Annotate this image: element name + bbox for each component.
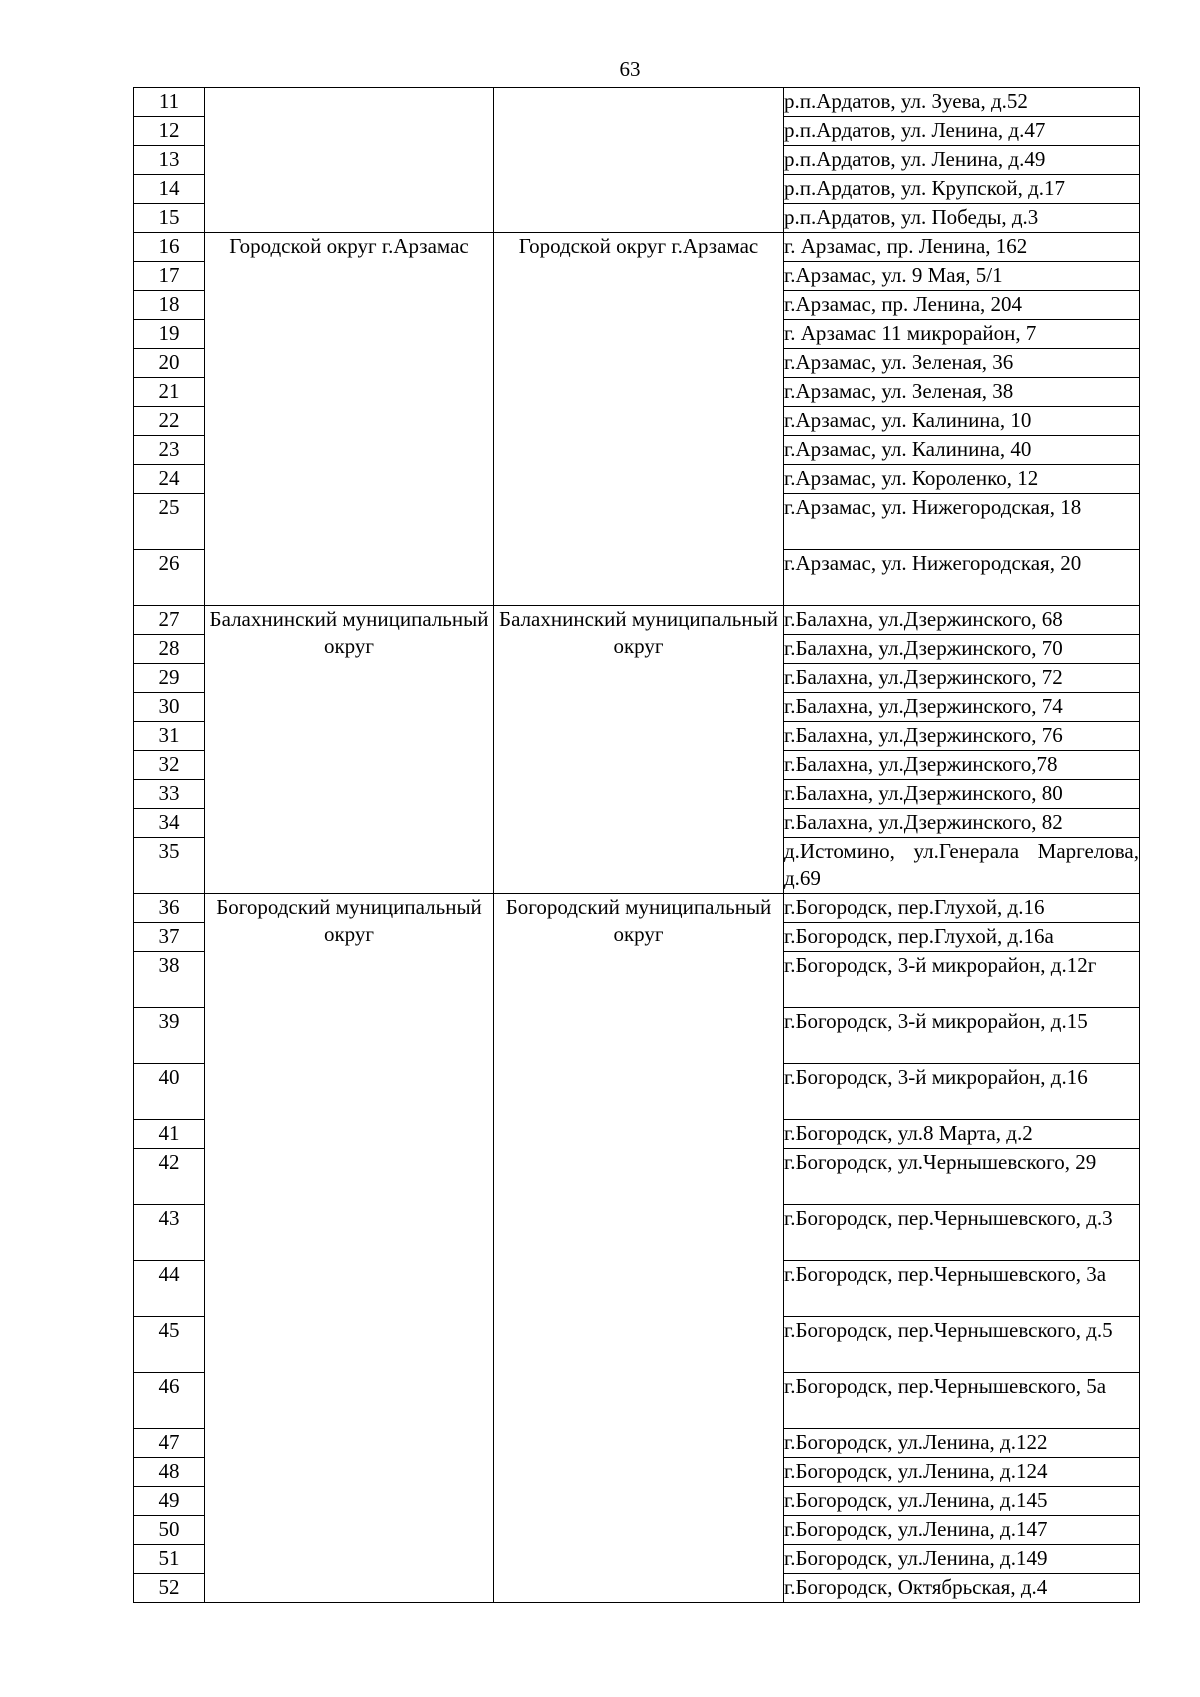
address-cell: г.Богородск, пер.Чернышевского, д.3 [784, 1205, 1140, 1261]
row-number: 25 [134, 494, 205, 550]
organization-cell: Балахнинский муниципальный округ [494, 606, 784, 894]
row-number: 48 [134, 1458, 205, 1487]
address-cell: г.Арзамас, ул. Зеленая, 36 [784, 349, 1140, 378]
row-number: 28 [134, 635, 205, 664]
district-cell: Балахнинский муниципальный округ [205, 606, 494, 894]
row-number: 45 [134, 1317, 205, 1373]
table-row [134, 894, 1140, 923]
address-cell: г.Богородск, ул.Ленина, д.122 [784, 1429, 1140, 1458]
row-number: 15 [134, 204, 205, 233]
table-row [134, 233, 1140, 262]
address-cell: г.Богородск, Октябрьская, д.4 [784, 1574, 1140, 1603]
row-number: 14 [134, 175, 205, 204]
row-number: 19 [134, 320, 205, 349]
address-cell: г. Арзамас 11 микрорайон, 7 [784, 320, 1140, 349]
row-number: 43 [134, 1205, 205, 1261]
row-number: 11 [134, 88, 205, 117]
organization-cell: Городской округ г.Арзамас [494, 233, 784, 606]
address-cell: г.Балахна, ул.Дзержинского, 68 [784, 606, 1140, 635]
row-number: 36 [134, 894, 205, 923]
table-row [134, 88, 1140, 117]
address-table [133, 87, 1140, 1603]
address-cell: г.Богородск, пер.Чернышевского, 3а [784, 1261, 1140, 1317]
row-number: 52 [134, 1574, 205, 1603]
address-cell: г.Балахна, ул.Дзержинского, 76 [784, 722, 1140, 751]
table-row [134, 606, 1140, 635]
district-cell [205, 88, 494, 233]
row-number: 50 [134, 1516, 205, 1545]
row-number: 42 [134, 1149, 205, 1205]
row-number: 29 [134, 664, 205, 693]
address-cell: р.п.Ардатов, ул. Крупской, д.17 [784, 175, 1140, 204]
row-number: 47 [134, 1429, 205, 1458]
address-cell: г.Балахна, ул.Дзержинского,78 [784, 751, 1140, 780]
row-number: 12 [134, 117, 205, 146]
row-number: 41 [134, 1120, 205, 1149]
address-cell: г.Арзамас, ул. Короленко, 12 [784, 465, 1140, 494]
address-table-body [134, 88, 1140, 1603]
row-number: 26 [134, 550, 205, 606]
address-cell: р.п.Ардатов, ул. Зуева, д.52 [784, 88, 1140, 117]
row-number: 38 [134, 952, 205, 1008]
address-cell: г.Богородск, ул.Чернышевского, 29 [784, 1149, 1140, 1205]
address-cell: г.Богородск, пер.Глухой, д.16 [784, 894, 1140, 923]
address-cell: г.Арзамас, ул. Нижегородская, 18 [784, 494, 1140, 550]
row-number: 20 [134, 349, 205, 378]
row-number: 22 [134, 407, 205, 436]
address-cell: г.Богородск, ул.Ленина, д.145 [784, 1487, 1140, 1516]
row-number: 31 [134, 722, 205, 751]
row-number: 18 [134, 291, 205, 320]
address-cell: р.п.Ардатов, ул. Ленина, д.47 [784, 117, 1140, 146]
district-cell: Богородский муниципальный округ [205, 894, 494, 1603]
row-number: 44 [134, 1261, 205, 1317]
row-number: 27 [134, 606, 205, 635]
address-cell: г.Арзамас, пр. Ленина, 204 [784, 291, 1140, 320]
address-cell: г.Арзамас, ул. Нижегородская, 20 [784, 550, 1140, 606]
page-number: 63 [619, 57, 641, 81]
row-number: 21 [134, 378, 205, 407]
row-number: 23 [134, 436, 205, 465]
row-number: 40 [134, 1064, 205, 1120]
address-cell: г. Арзамас, пр. Ленина, 162 [784, 233, 1140, 262]
address-cell: г.Арзамас, ул. Зеленая, 38 [784, 378, 1140, 407]
address-cell: г.Арзамас, ул. Калинина, 10 [784, 407, 1140, 436]
address-cell: г.Балахна, ул.Дзержинского, 72 [784, 664, 1140, 693]
row-number: 13 [134, 146, 205, 175]
row-number: 24 [134, 465, 205, 494]
row-number: 16 [134, 233, 205, 262]
row-number: 30 [134, 693, 205, 722]
address-cell: г.Балахна, ул.Дзержинского, 74 [784, 693, 1140, 722]
address-cell: г.Богородск, ул.Ленина, д.149 [784, 1545, 1140, 1574]
address-cell: г.Богородск, ул.8 Марта, д.2 [784, 1120, 1140, 1149]
row-number: 35 [134, 838, 205, 894]
organization-cell: Богородский муниципальный округ [494, 894, 784, 1603]
row-number: 34 [134, 809, 205, 838]
address-cell: г.Богородск, 3-й микрорайон, д.15 [784, 1008, 1140, 1064]
row-number: 39 [134, 1008, 205, 1064]
address-cell: г.Богородск, пер.Чернышевского, д.5 [784, 1317, 1140, 1373]
row-number: 49 [134, 1487, 205, 1516]
address-cell: г.Богородск, 3-й микрорайон, д.12г [784, 952, 1140, 1008]
organization-cell [494, 88, 784, 233]
row-number: 17 [134, 262, 205, 291]
row-number: 46 [134, 1373, 205, 1429]
row-number: 32 [134, 751, 205, 780]
row-number: 37 [134, 923, 205, 952]
address-cell: г.Арзамас, ул. 9 Мая, 5/1 [784, 262, 1140, 291]
address-cell: г.Богородск, пер.Чернышевского, 5а [784, 1373, 1140, 1429]
address-cell: г.Богородск, ул.Ленина, д.147 [784, 1516, 1140, 1545]
address-cell: г.Арзамас, ул. Калинина, 40 [784, 436, 1140, 465]
row-number: 33 [134, 780, 205, 809]
address-cell: г.Богородск, 3-й микрорайон, д.16 [784, 1064, 1140, 1120]
address-cell: г.Богородск, ул.Ленина, д.124 [784, 1458, 1140, 1487]
address-cell: р.п.Ардатов, ул. Ленина, д.49 [784, 146, 1140, 175]
address-cell: д.Истомино, ул.Генерала Маргелова, д.69 [784, 838, 1140, 894]
district-cell: Городской округ г.Арзамас [205, 233, 494, 606]
address-cell: г.Балахна, ул.Дзержинского, 70 [784, 635, 1140, 664]
address-cell: р.п.Ардатов, ул. Победы, д.3 [784, 204, 1140, 233]
row-number: 51 [134, 1545, 205, 1574]
address-cell: г.Богородск, пер.Глухой, д.16а [784, 923, 1140, 952]
address-cell: г.Балахна, ул.Дзержинского, 80 [784, 780, 1140, 809]
address-cell: г.Балахна, ул.Дзержинского, 82 [784, 809, 1140, 838]
